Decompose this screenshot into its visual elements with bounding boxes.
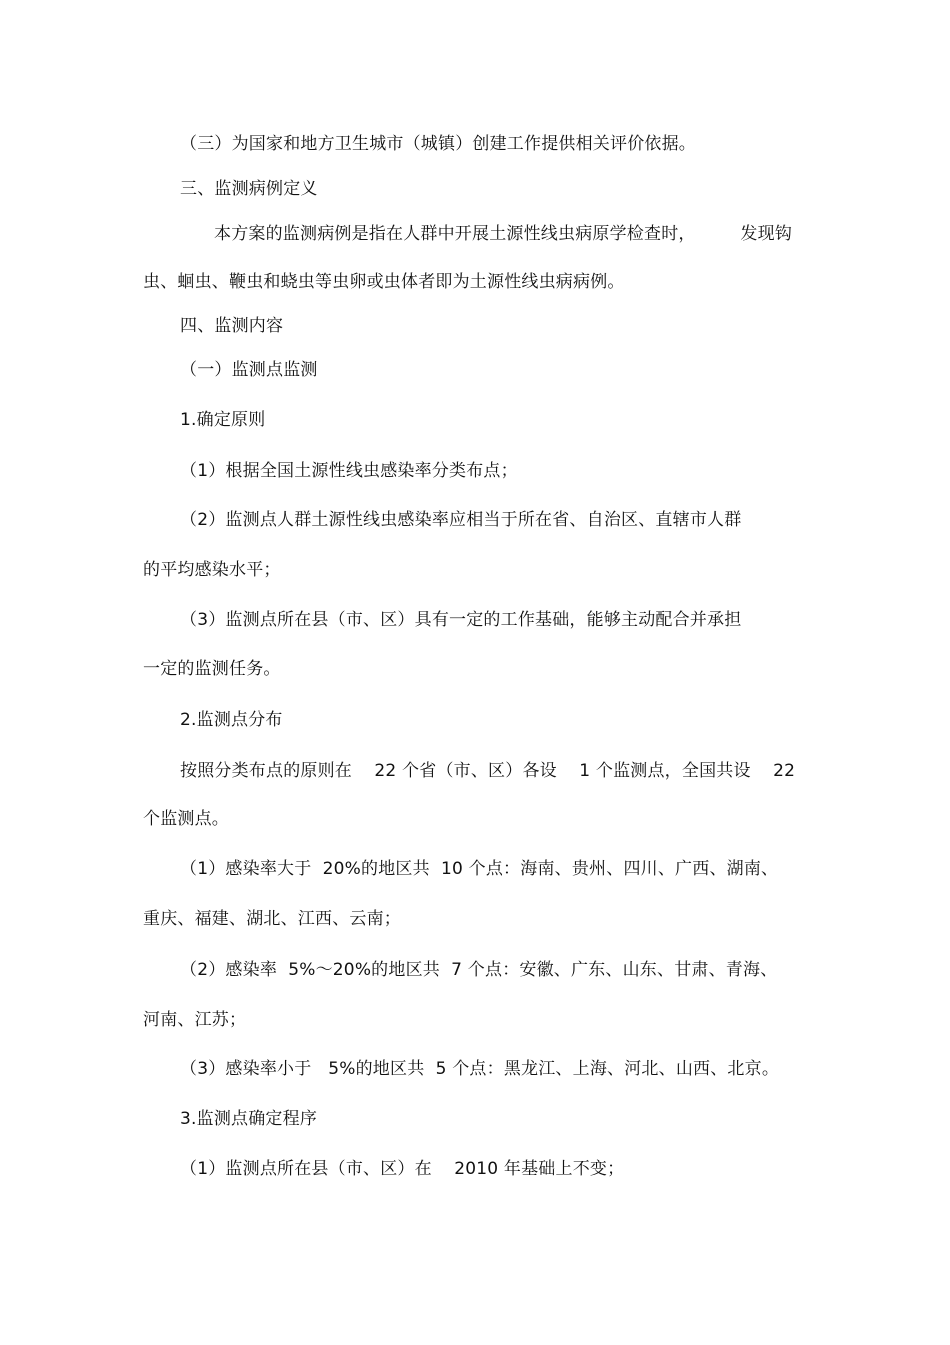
subsection-heading: （一）监测点监测 — [180, 360, 318, 380]
subsection-heading: 2.监测点分布 — [180, 710, 283, 730]
section-heading: 三、监测病例定义 — [180, 179, 318, 199]
subsection-heading: 1.确定原则 — [180, 410, 266, 430]
section-heading: 四、监测内容 — [180, 316, 284, 336]
paragraph-line: 个监测点。 — [143, 809, 229, 829]
paragraph-line: （3）监测点所在县（市、区）具有一定的工作基础，能够主动配合并承担 — [180, 610, 742, 630]
paragraph-line: （2）监测点人群土源性线虫感染率应相当于所在省、自治区、直辖市人群 — [180, 510, 742, 530]
paragraph-line: 的平均感染水平； — [143, 560, 281, 580]
paragraph-line: （1）监测点所在县（市、区）在 2010 年基础上不变； — [180, 1159, 625, 1179]
paragraph-line: （三）为国家和地方卫生城市（城镇）创建工作提供相关评价依据。 — [180, 134, 696, 154]
paragraph-line: （1）根据全国土源性线虫感染率分类布点； — [180, 461, 518, 481]
paragraph-line: 虫、蛔虫、鞭虫和蛲虫等虫卵或虫体者即为土源性线虫病病例。 — [143, 272, 625, 292]
paragraph-line: （1）感染率大于 20%的地区共 10 个点：海南、贵州、四川、广西、湖南、 — [180, 859, 779, 879]
paragraph-line: 河南、江苏； — [143, 1010, 247, 1030]
paragraph-line: 本方案的监测病例是指在人群中开展土源性线虫病原学检查时， 发现钩 — [214, 224, 793, 244]
paragraph-line: 按照分类布点的原则在 22 个省（市、区）各设 1 个监测点，全国共设 22 — [180, 761, 796, 781]
paragraph-line: （2）感染率 5%～20%的地区共 7 个点：安徽、广东、山东、甘肃、青海、 — [180, 960, 778, 980]
subsection-heading: 3.监测点确定程序 — [180, 1109, 318, 1129]
paragraph-line: 一定的监测任务。 — [143, 659, 281, 679]
paragraph-line: 重庆、福建、湖北、江西、云南； — [143, 909, 401, 929]
paragraph-line: （3）感染率小于 5%的地区共 5 个点：黑龙江、上海、河北、山西、北京。 — [180, 1059, 780, 1079]
